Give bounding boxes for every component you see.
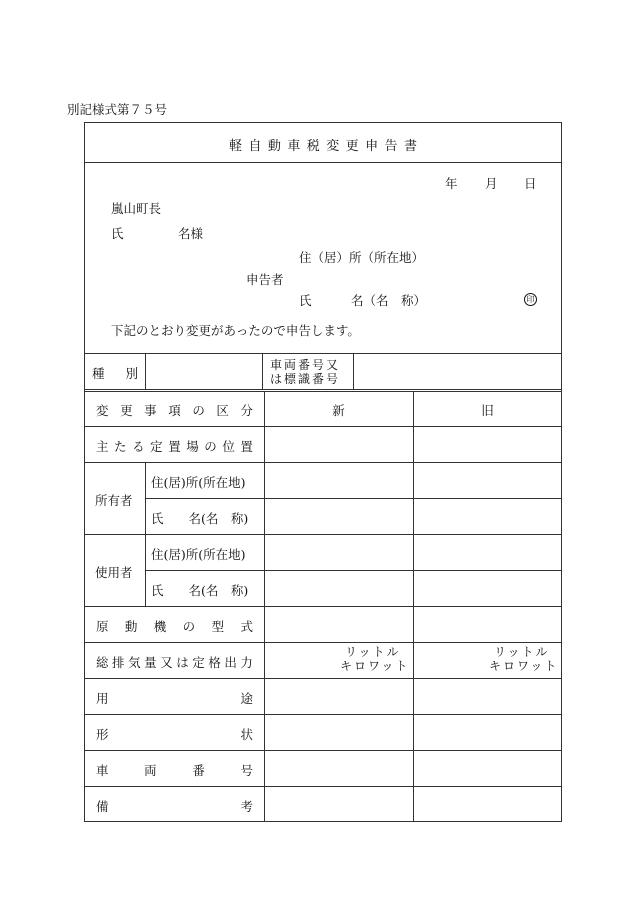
vline-old — [413, 391, 414, 822]
divider-header-block — [84, 353, 562, 354]
divider-top-row-2 — [84, 391, 562, 392]
declarant-address-label: 住（居）所（所在地） — [299, 250, 425, 265]
date-day: 日 — [524, 176, 537, 191]
type-label — [92, 364, 138, 382]
row-vehicle-number-label: 車 両 番 号 — [96, 763, 253, 778]
declarant-name-label-2: 名（名 称） — [351, 293, 427, 308]
old-unit-liter: リットル — [494, 645, 550, 659]
row-line-11 — [84, 786, 562, 787]
declarant-label: 申告者 — [246, 272, 284, 287]
row-line-8 — [84, 678, 562, 679]
vline-type-value — [262, 353, 263, 390]
row-engine-label: 原 動 機 の 型 式 — [96, 619, 253, 634]
row-line-3 — [145, 498, 562, 499]
user-address-label: 住(居)所(所在地) — [151, 547, 246, 562]
row-shape-label: 形 状 — [96, 727, 253, 742]
owner-group-label: 所有者 — [95, 493, 133, 508]
title-char: 税 — [306, 139, 320, 154]
row-line-2 — [84, 462, 562, 463]
header-category: 変 更 事 項 の 区 分 — [96, 403, 253, 418]
title-char: 軽 — [229, 139, 243, 154]
title-char: 変 — [326, 139, 340, 154]
vline-new — [264, 391, 265, 822]
title-char: 書 — [403, 139, 417, 154]
seal-mark: 印 — [524, 293, 537, 306]
addressee: 嵐山町長 — [111, 201, 162, 216]
type-label-char: 別 — [125, 366, 138, 381]
owner-address-label: 住(居)所(所在地) — [151, 475, 246, 490]
row-line-5 — [145, 570, 562, 571]
new-unit-kw: キロワット — [340, 659, 410, 673]
user-group-label: 使用者 — [95, 565, 133, 580]
row-line-6 — [84, 606, 562, 607]
addressee-name-mei: 名様 — [178, 226, 204, 241]
title-char: 申 — [365, 139, 379, 154]
row-line-10 — [84, 750, 562, 751]
statement: 下記のとおり変更があったので申告します。 — [111, 323, 360, 338]
header-old: 旧 — [481, 403, 494, 418]
header-new: 新 — [332, 403, 345, 418]
form-number: 別記様式第７５号 — [67, 102, 168, 117]
old-unit-kw: キロワット — [489, 659, 559, 673]
row-line-7 — [84, 642, 562, 643]
row-usage-label: 用 途 — [96, 691, 253, 706]
title-char: 更 — [345, 139, 359, 154]
row-line-9 — [84, 714, 562, 715]
vline-vehicle-no — [353, 353, 354, 390]
title-char: 動 — [267, 139, 281, 154]
declarant-name-label-1: 氏 — [299, 293, 312, 308]
owner-name-label: 氏 名(名 称) — [151, 511, 249, 526]
vehicle-no-label-line2: は標識番号 — [270, 372, 341, 386]
new-unit-liter: リットル — [345, 645, 401, 659]
vline-subcategory — [145, 462, 146, 606]
date-year: 年 — [445, 176, 458, 191]
form-title — [229, 135, 417, 154]
vehicle-no-label-line1: 車両番号又 — [270, 358, 341, 372]
type-label-char: 種 — [92, 366, 105, 381]
form-frame — [84, 122, 562, 822]
title-char: 車 — [287, 139, 301, 154]
row-location-label: 主 た る 定 置 場 の 位 置 — [96, 439, 253, 454]
row-displacement-label: 総 排 気 量 又 は 定 格 出 力 — [96, 655, 253, 670]
vline-type — [145, 353, 146, 390]
addressee-name-shi: 氏 — [111, 226, 124, 241]
user-name-label: 氏 名(名 称) — [151, 583, 249, 598]
title-char: 自 — [248, 139, 262, 154]
row-line-4 — [84, 534, 562, 535]
divider-title — [84, 162, 562, 163]
divider-top-row-1 — [84, 389, 562, 390]
date-month: 月 — [485, 176, 498, 191]
row-line-1 — [84, 426, 562, 427]
title-char: 告 — [384, 139, 398, 154]
row-remarks-label: 備 考 — [96, 799, 253, 814]
